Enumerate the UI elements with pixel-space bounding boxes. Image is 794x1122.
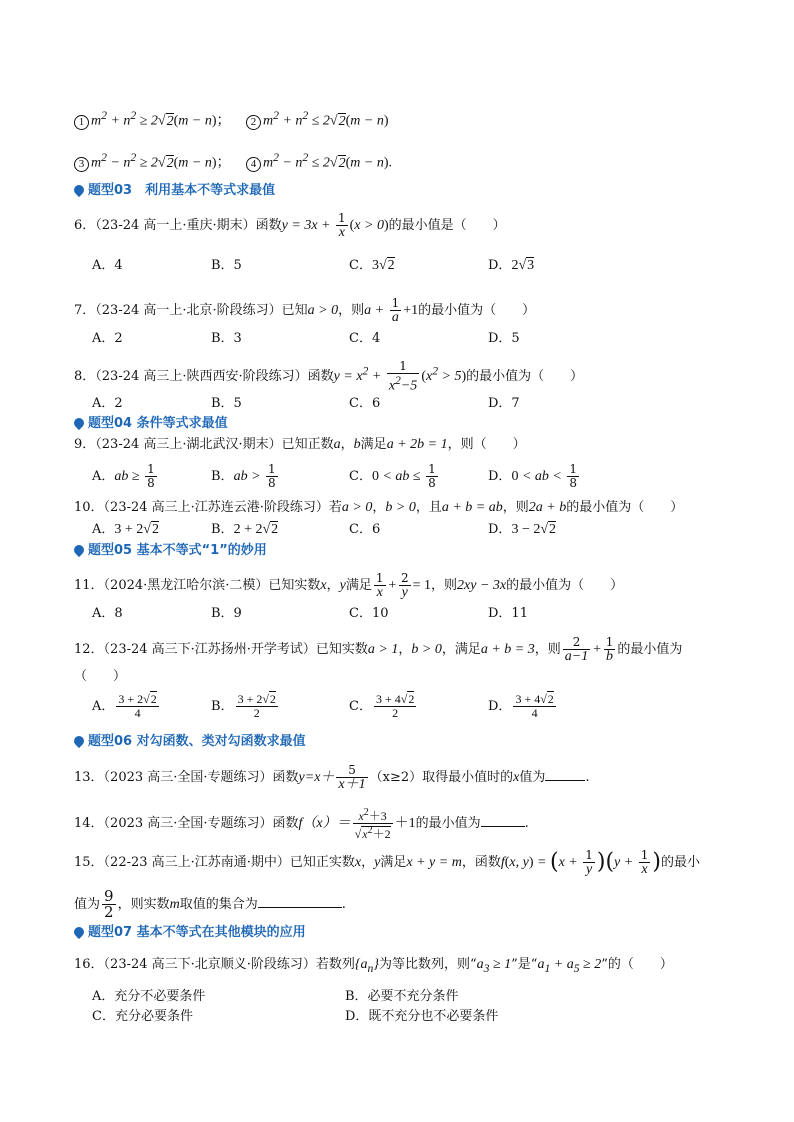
- q10-option-b: B．2 + 2√2: [211, 522, 279, 537]
- section-heading-06: 题型06 对勾函数、类对勾函数求最值: [74, 733, 306, 751]
- question-11: 11．（2024·黑龙江哈尔滨·二模）已知实数x，y满足 $\frac{1}{x}$ + $\frac{2}{y}$ = 1，则2xy − 3x的最小值为（ ）: [74, 571, 624, 600]
- q11-option-a: A．8: [92, 606, 123, 621]
- question-12-cont: （ ）: [74, 669, 127, 684]
- q6-option-a: A．4: [92, 258, 123, 273]
- q8-option-b: B．5: [211, 396, 242, 411]
- q16-option-d: D．既不充分也不必要条件: [345, 1009, 499, 1024]
- q9-option-b: B．ab > $\frac{1}{8}$: [211, 462, 276, 490]
- section-heading-03: 题型03 利用基本不等式求最值: [74, 182, 275, 200]
- q6-option-d: D．2√3: [488, 258, 535, 273]
- q10-option-d: D．3 − 2√2: [488, 522, 557, 537]
- q16-option-a: A．充分不必要条件: [92, 989, 206, 1004]
- q16-option-b: B．必要不充分条件: [345, 989, 459, 1004]
- q10-option-a: A．3 + 2√2: [92, 522, 159, 537]
- map-pin-icon: [72, 734, 86, 748]
- q9-option-c: C．0 < ab ≤ $\frac{1}{8}$: [349, 462, 436, 490]
- question-9: 9．（23-24 高三上·湖北武汉·期末）已知正数a，b满足a + 2b = 1，则（ ）: [74, 437, 526, 452]
- q7-option-a: A．2: [92, 331, 123, 346]
- section-heading-04: 题型04 条件等式求最值: [74, 415, 228, 433]
- question-14: 14．（2023 高三·全国·专题练习）函数f（x）＝ $\frac{x^2+3}{√x^2+2}$ ＋1的最小值为 .: [74, 807, 529, 841]
- q10-option-c: C．6: [349, 522, 381, 537]
- map-pin-icon: [72, 183, 86, 197]
- question-6: 6．（23-24 高一上·重庆·期末）函数y = 3x + $\frac{1}{x}$ (x > 0)的最小值是（ ）: [74, 211, 506, 240]
- prev-item-1: 1 $m^2 + n^2 \ge 2√2(m - n)$；: [74, 107, 231, 131]
- map-pin-icon: [72, 925, 86, 939]
- q8-option-c: C．6: [349, 396, 381, 411]
- question-15-cont: 值为 $\frac{9}{2}$ ，则实数m取值的集合为 .: [74, 887, 346, 921]
- q6-option-c: C．3√2: [349, 258, 395, 273]
- q9-option-a: A．ab ≥ $\frac{1}{8}$: [92, 462, 155, 490]
- q11-option-b: B．9: [211, 606, 242, 621]
- q8-option-a: A．2: [92, 396, 123, 411]
- q8-option-d: D．7: [488, 396, 520, 411]
- q7-option-b: B．3: [211, 331, 242, 346]
- q7-option-d: D．5: [488, 331, 520, 346]
- section-heading-05: 题型05 基本不等式“1”的妙用: [74, 542, 267, 560]
- q16-option-c: C．充分必要条件: [92, 1009, 193, 1024]
- map-pin-icon: [72, 543, 86, 557]
- prev-item-4: 4 $m^2 - n^2 \le 2√2(m - n)$.: [246, 149, 392, 173]
- map-pin-icon: [72, 416, 86, 430]
- question-12: 12．（23-24 高三下·江苏扬州·开学考试）已知实数a > 1，b > 0，满足a + b = 3，则 $\frac{2}{a-1}$ + $\frac{1}{b}$ 的最小值为: [74, 635, 683, 664]
- question-15: 15．（22-23 高三上·江苏南通·期中）已知正实数x，y满足x + y = m，函数f(x, y) = (x + $\frac{1}{y}$ )(y + $\frac{1}{x}$ )的最小: [74, 848, 700, 877]
- prev-item-2: 2 $m^2 + n^2 \le 2√2(m - n)$: [246, 107, 389, 131]
- q11-option-d: D．11: [488, 606, 528, 621]
- q12-option-d: D． $\frac{3 + 4√2}{4}$: [488, 692, 554, 720]
- q12-option-a: A． $\frac{3 + 2√2}{4}$: [92, 692, 157, 720]
- q7-option-c: C．4: [349, 331, 381, 346]
- q12-option-b: B． $\frac{3 + 2√2}{2}$: [211, 692, 276, 720]
- q9-option-d: D．0 < ab < $\frac{1}{8}$: [488, 462, 577, 490]
- q11-option-c: C．10: [349, 606, 389, 621]
- section-heading-07: 题型07 基本不等式在其他模块的应用: [74, 924, 306, 942]
- question-10: 10．（23-24 高三上·江苏连云港·阶段练习）若a > 0，b > 0，且a + b = ab，则2a + b的最小值为（ ）: [74, 500, 684, 515]
- q6-option-b: B．5: [211, 258, 242, 273]
- prev-item-3: 3 $m^2 - n^2 \ge 2√2(m - n)$；: [74, 149, 231, 173]
- question-7: 7．（23-24 高一上·北京·阶段练习）已知a > 0，则a + $\frac{1}{a}$ +1的最小值为（ ）: [74, 296, 536, 325]
- question-13: 13．（2023 高三·全国·专题练习）函数y=x＋ $\frac{5}{x+1}$ （x≥2）取得最小值时的x值为 .: [74, 763, 590, 792]
- question-16: 16．（23-24 高三下·北京顺义·阶段练习）若数列$\{a_n\}$为等比数列，则“$a_3 \ge 1$”是“$a_1 + a_5 \ge 2$”的（ ）: [74, 957, 673, 975]
- q12-option-c: C． $\frac{3 + 4√2}{2}$: [349, 692, 415, 720]
- question-8: 8．（23-24 高三上·陕西西安·阶段练习）函数$y = x^2$ + $\frac{1}{x^2-5}$ $(x^2 > 5)$的最小值为（ ）: [74, 359, 584, 394]
